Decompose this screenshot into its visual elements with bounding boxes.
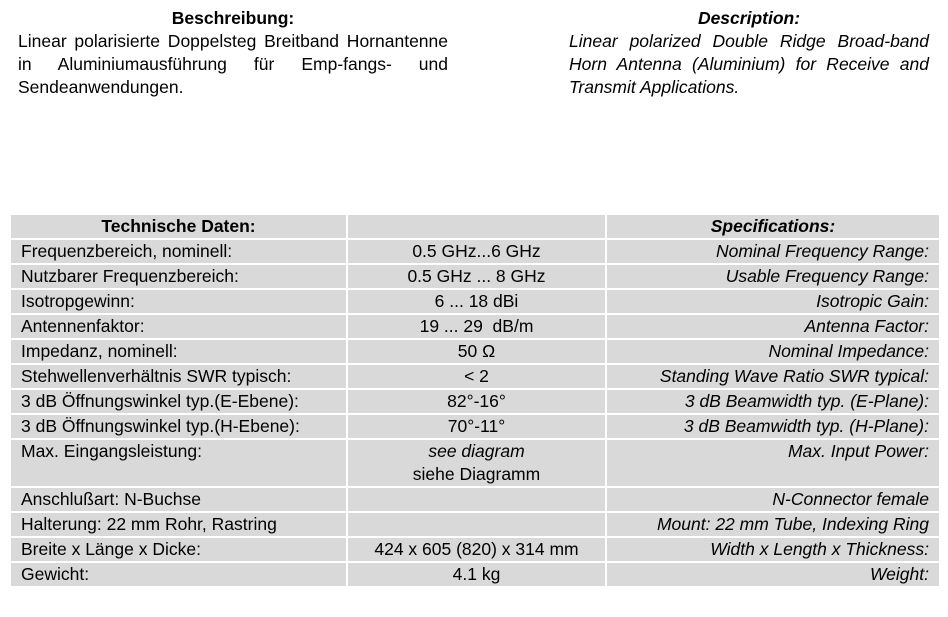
spec-value-line-1: see diagram xyxy=(428,441,525,461)
spec-value xyxy=(347,439,606,487)
label-german: Breite x Länge x Dicke: xyxy=(10,537,347,562)
label-german: Frequenzbereich, nominell: xyxy=(10,239,347,264)
label-german: Halterung: 22 mm Rohr, Rastring xyxy=(10,512,347,537)
table-row xyxy=(10,264,940,289)
description-german-title: Beschreibung: xyxy=(171,8,295,28)
spec-value: 82°-16° xyxy=(347,389,606,414)
spec-value: 4.1 kg xyxy=(347,562,606,587)
label-german: Impedanz, nominell: xyxy=(10,339,347,364)
spec-value: < 2 xyxy=(347,364,606,389)
table-row xyxy=(10,414,940,439)
spec-value xyxy=(347,487,606,512)
table-row xyxy=(10,487,940,512)
table-row xyxy=(10,389,940,414)
label-english: Max. Input Power: xyxy=(606,439,940,487)
label-english: Isotropic Gain: xyxy=(606,289,940,314)
table-row xyxy=(10,339,940,364)
header-technische-daten: Technische Daten: xyxy=(10,214,347,239)
table-row xyxy=(10,439,940,487)
label-english: Weight: xyxy=(606,562,940,587)
label-english: N-Connector female xyxy=(606,487,940,512)
label-german: Gewicht: xyxy=(10,562,347,587)
label-english: Usable Frequency Range: xyxy=(606,264,940,289)
label-german: Isotropgewinn: xyxy=(10,289,347,314)
table-row xyxy=(10,562,940,587)
label-english: Mount: 22 mm Tube, Indexing Ring xyxy=(606,512,940,537)
specifications-table xyxy=(9,213,941,588)
table-row xyxy=(10,314,940,339)
label-english: 3 dB Beamwidth typ. (H-Plane): xyxy=(606,414,940,439)
table-row xyxy=(10,364,940,389)
spec-value: 6 ... 18 dBi xyxy=(347,289,606,314)
label-english: Standing Wave Ratio SWR typical: xyxy=(606,364,940,389)
spec-value: 19 ... 29 dB/m xyxy=(347,314,606,339)
spec-value: 50 Ω xyxy=(347,339,606,364)
description-german-text: Linear polarisierte Doppelsteg Breitband Hornantenne in Aluminiumausführung für Emp-fangs- und Sendeanwendungen. xyxy=(18,31,448,97)
spec-value: 0.5 GHz...6 GHz xyxy=(347,239,606,264)
table-row xyxy=(10,512,940,537)
table-row xyxy=(10,239,940,264)
label-german: 3 dB Öffnungswinkel typ.(E-Ebene): xyxy=(10,389,347,414)
label-english: 3 dB Beamwidth typ. (E-Plane): xyxy=(606,389,940,414)
spec-value xyxy=(347,512,606,537)
table-row xyxy=(10,289,940,314)
description-english xyxy=(569,7,929,99)
spec-value-line-2: siehe Diagramm xyxy=(412,464,541,484)
spec-value: 0.5 GHz ... 8 GHz xyxy=(347,264,606,289)
header-value xyxy=(347,214,606,239)
label-english: Width x Length x Thickness: xyxy=(606,537,940,562)
label-german: Nutzbarer Frequenzbereich: xyxy=(10,264,347,289)
spec-value: 70°-11° xyxy=(347,414,606,439)
description-english-title: Description: xyxy=(697,8,801,28)
table-row xyxy=(10,537,940,562)
description-german xyxy=(18,7,448,99)
header-specifications: Specifications: xyxy=(606,214,940,239)
label-english: Antenna Factor: xyxy=(606,314,940,339)
label-english: Nominal Frequency Range: xyxy=(606,239,940,264)
label-german: 3 dB Öffnungswinkel typ.(H-Ebene): xyxy=(10,414,347,439)
label-german: Antennenfaktor: xyxy=(10,314,347,339)
specifications-header-row xyxy=(10,214,940,239)
label-german: Anschlußart: N-Buchse xyxy=(10,487,347,512)
description-english-text: Linear polarized Double Ridge Broad-band Horn Antenna (Aluminium) for Receive and Transmit Applications. xyxy=(569,31,929,97)
label-english: Nominal Impedance: xyxy=(606,339,940,364)
label-german: Stehwellenverhältnis SWR typisch: xyxy=(10,364,347,389)
label-german: Max. Eingangsleistung: xyxy=(10,439,347,487)
spec-value: 424 x 605 (820) x 314 mm xyxy=(347,537,606,562)
